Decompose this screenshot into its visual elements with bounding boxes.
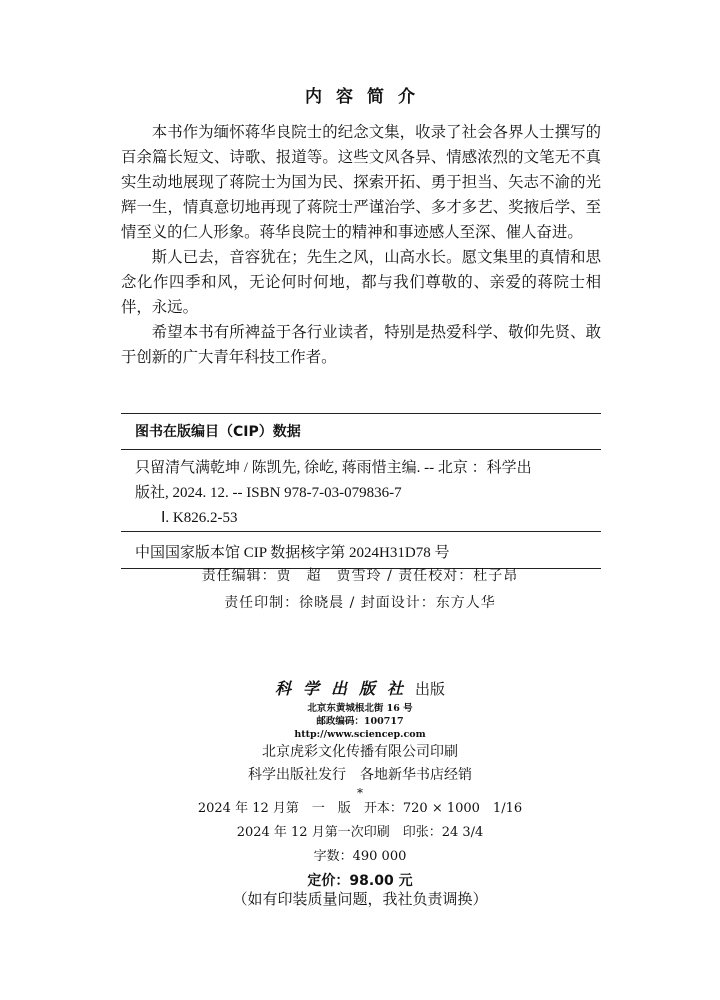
summary-paragraph: 本书作为缅怀蒋华良院士的纪念文集，收录了社会各界人士撰写的百余篇长短文、诗歌、报道等。这些文风各异、情感浓烈的文笔无不真实生动地展现了蒋院士为国为民、探索开拓、勇于担当、矢志不渝的光辉一生，情真意切地再现了蒋院士严谨治学、多才多艺、奖掖后学、至情至义的仁人形象。蒋华良院士的精神和事迹感人至深、催人奋进。 <box>121 123 601 241</box>
cip-record-line: 版社, 2024. 12. -- ISBN 978-7-03-079836-7 <box>135 485 402 501</box>
publisher-suffix: 出版 <box>415 680 446 698</box>
cip-block <box>121 413 601 569</box>
cip-classification: Ⅰ. K826.2-53 <box>161 510 238 526</box>
price: 定价：98.00 元 <box>307 873 413 889</box>
editor-credits: 责任编辑：贾 超 贾雪玲 / 责任校对：杜子昂 <box>201 568 519 584</box>
cip-heading: 图书在版编目（CIP）数据 <box>135 424 301 440</box>
distribution: 科学出版社发行 各地新华书店经销 <box>248 767 472 783</box>
summary-body <box>121 120 601 370</box>
edition-info <box>0 797 720 893</box>
cip-record <box>121 456 601 531</box>
summary-paragraph: 希望本书有所裨益于各行业读者，特别是热爱科学、敬仰先贤、敢于创新的广大青年科技工作者。 <box>121 323 601 366</box>
printing-line: 2024 年 12 月第一次印刷 印张：24 3/4 <box>236 825 484 840</box>
publisher-website: http://www.sciencep.com <box>294 729 426 740</box>
publisher-address: 北京东黄城根北街 16 号 <box>307 703 413 714</box>
publisher-name-row <box>0 676 720 702</box>
word-count: 字数：490 000 <box>313 849 407 864</box>
edition-line: 2024 年 12 月第 一 版 开本：720 × 1000 1/16 <box>197 801 523 816</box>
separator-star: * <box>357 786 363 800</box>
cip-verification: 中国国家版本馆 CIP 数据核字第 2024H31D78 号 <box>135 545 450 561</box>
quality-notice: （如有印装质量问题，我社负责调换） <box>232 890 488 908</box>
page-title: 内容简介 <box>305 87 429 107</box>
summary-paragraph: 斯人已去，音容犹在；先生之风，山高水长。愿文集里的真情和思念化作四季和风，无论何时何地，都与我们尊敬的、亲爱的蒋院士相伴，永远。 <box>121 248 601 316</box>
printer: 北京虎彩文化传播有限公司印刷 <box>262 744 458 760</box>
publisher-postcode: 邮政编码：100717 <box>316 716 404 727</box>
cip-heading-rule <box>121 449 601 450</box>
publisher-block <box>0 676 720 799</box>
publisher-name: 科学出版社 <box>274 679 415 698</box>
cip-record-line: 只留清气满乾坤 / 陈凯先, 徐屹, 蒋雨惜主编. -- 北京 ：科学出 <box>135 460 532 476</box>
production-credits: 责任印制：徐晓晨 / 封面设计：东方人华 <box>224 595 496 611</box>
credits <box>0 563 720 617</box>
